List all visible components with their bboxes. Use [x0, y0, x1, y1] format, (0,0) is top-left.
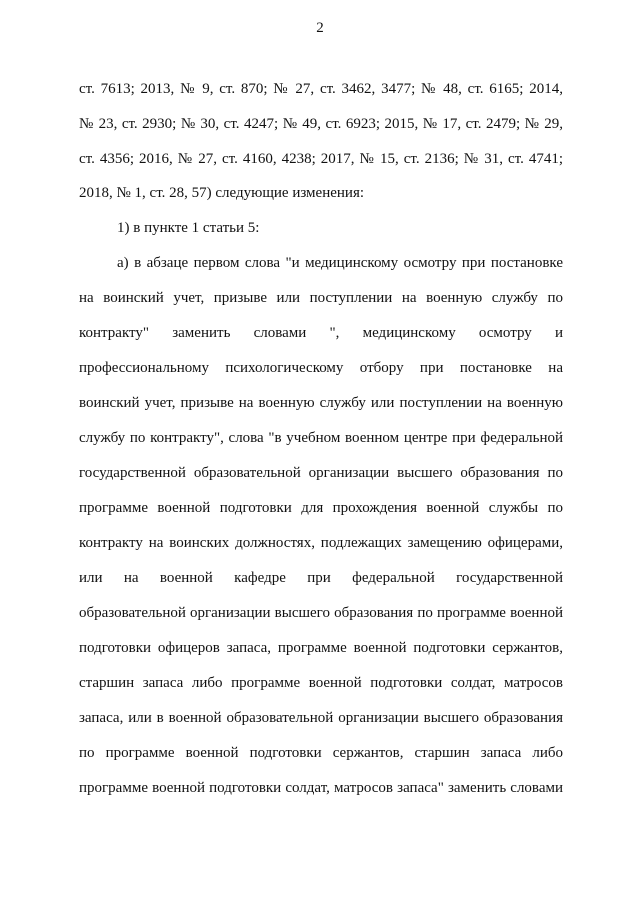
text-line: государственной образовательной организации высшего образования по	[79, 465, 563, 481]
text-line: контракту на воинских должностях, подлежащих замещению офицерами,	[79, 535, 563, 551]
text-line: по программе военной подготовки сержантов, старшин запаса либо	[79, 745, 563, 761]
text-line: ст. 7613; 2013, № 9, ст. 870; № 27, ст. 3462, 3477; № 48, ст. 6165; 2014,	[79, 81, 563, 97]
text-line: воинский учет, призыве на военную службу или поступлении на военную	[79, 395, 563, 411]
text-line: программе военной подготовки для прохождения военной службы по	[79, 500, 563, 516]
text-line: службу по контракту", слова "в учебном военном центре при федеральной	[79, 430, 563, 446]
text-line: или на военной кафедре при федеральной государственной	[79, 570, 563, 586]
text-line: подготовки офицеров запаса, программе военной подготовки сержантов,	[79, 640, 563, 656]
page-number: 2	[316, 20, 324, 36]
text-line: контракту" заменить словами ", медицинскому осмотру и	[79, 325, 563, 341]
text-line: программе военной подготовки солдат, матросов запаса" заменить словами	[79, 780, 563, 796]
text-line: запаса, или в военной образовательной организации высшего образования	[79, 710, 563, 726]
paragraph-first-line: а) в абзаце первом слова "и медицинскому осмотру при постановке	[117, 255, 563, 271]
text-line: 2018, № 1, ст. 28, 57) следующие изменения:	[79, 185, 365, 201]
text-line: образовательной организации высшего образования по программе военной	[79, 605, 563, 621]
text-line: № 23, ст. 2930; № 30, ст. 4247; № 49, ст. 6923; 2015, № 17, ст. 2479; № 29,	[79, 116, 563, 132]
list-item-heading: 1) в пункте 1 статьи 5:	[117, 220, 260, 236]
text-line: профессиональному психологическому отбору при постановке на	[79, 360, 563, 376]
text-line: на воинский учет, призыве или поступлении на военную службу по	[79, 290, 563, 306]
text-line: старшин запаса либо программе военной подготовки солдат, матросов	[79, 675, 563, 691]
text-line: ст. 4356; 2016, № 27, ст. 4160, 4238; 2017, № 15, ст. 2136; № 31, ст. 4741;	[79, 151, 563, 167]
